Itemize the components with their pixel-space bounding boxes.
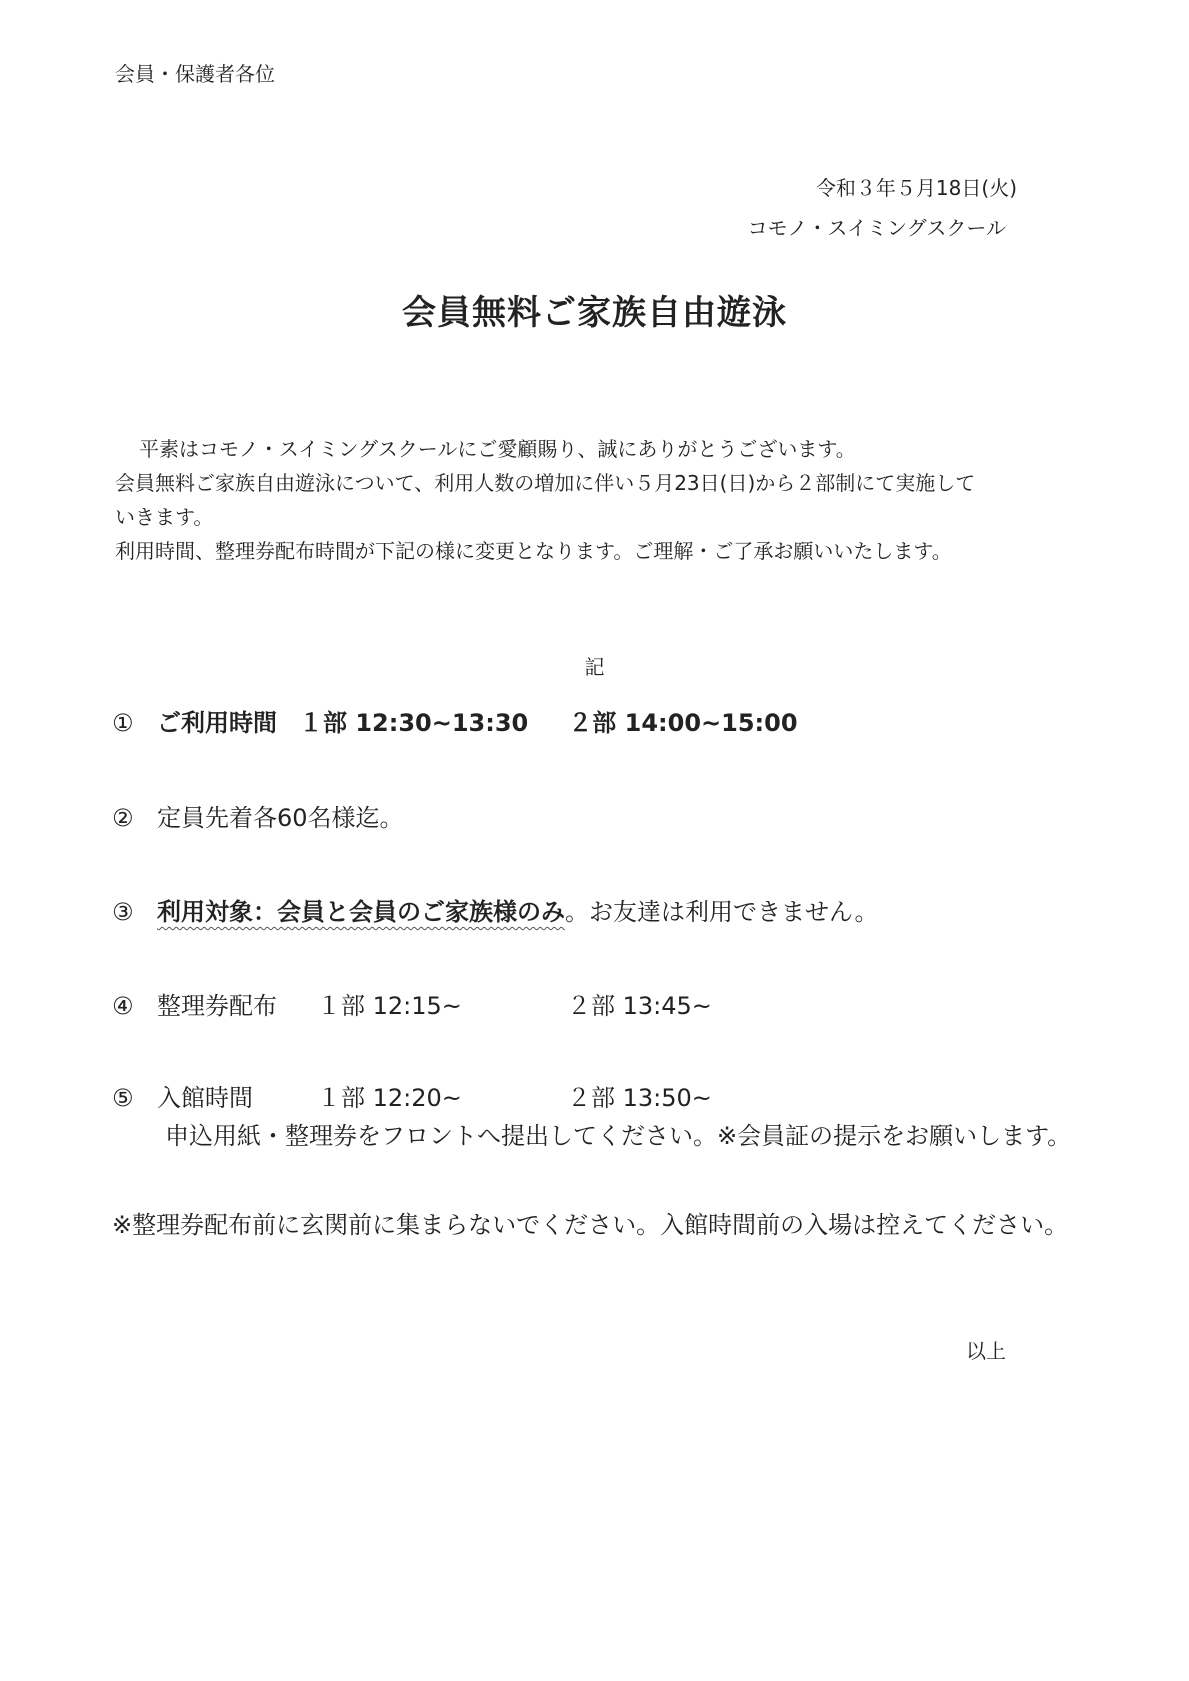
item-part1: １部 12:30~13:30 — [299, 709, 529, 737]
issue-date: 令和３年５月18日(火) — [815, 176, 1017, 200]
item-1-usage-time — [112, 703, 798, 738]
item-2-capacity — [112, 798, 404, 833]
intro-line-1: 平素はコモノ・スイミングスクールにご愛顧賜り、誠にありがとうございます。 — [139, 437, 856, 461]
ki-heading: 記 — [584, 655, 605, 679]
item-5-note: 申込用紙・整理券をフロントへ提出してください。※会員証の提示をお願いします。 — [165, 1122, 1072, 1150]
item-part2: ２部 13:50~ — [567, 1084, 712, 1112]
document-title: 会員無料ご家族自由遊泳 — [402, 293, 787, 333]
item-number: ④ — [112, 992, 134, 1020]
item-part1: １部 12:20~ — [317, 1084, 462, 1112]
item-part1: １部 12:15~ — [317, 992, 462, 1020]
item-emphasis: 利用対象：会員と会員のご家族様のみ — [157, 898, 565, 926]
item-rest: 。お友達は利用できません。 — [565, 898, 879, 926]
item-label: 入館時間 — [157, 1084, 253, 1112]
intro-line-2: 会員無料ご家族自由遊泳について、利用人数の増加に伴い５月23日(日)から２部制にて実施して — [115, 471, 976, 495]
intro-paragraph — [115, 432, 1095, 568]
item-number: ③ — [112, 898, 134, 926]
item-4-ticket-distribution — [112, 986, 712, 1021]
item-part2: ２部 13:45~ — [567, 992, 712, 1020]
item-label: ご利用時間 — [157, 709, 277, 737]
intro-line-3: いきます。 — [115, 505, 214, 529]
item-3-eligibility — [112, 892, 878, 927]
item-text: 定員先着各60名様迄。 — [157, 804, 404, 832]
item-label: 整理券配布 — [157, 992, 277, 1020]
item-number: ① — [112, 709, 134, 737]
item-number: ② — [112, 804, 134, 832]
item-5-entry-time — [112, 1078, 712, 1113]
item-part2: ２部 14:00~15:00 — [568, 709, 798, 737]
footnote: ※整理券配布前に玄関前に集まらないでください。入館時間前の入場は控えてください。 — [112, 1211, 1069, 1239]
closing-ijou: 以上 — [966, 1339, 1006, 1363]
sender-name: コモノ・スイミングスクール — [747, 216, 1006, 240]
item-number: ⑤ — [112, 1084, 134, 1112]
intro-line-4: 利用時間、整理券配布時間が下記の様に変更となります。ご理解・ご了承お願いいたします。 — [115, 539, 952, 563]
addressee: 会員・保護者各位 — [115, 62, 275, 86]
